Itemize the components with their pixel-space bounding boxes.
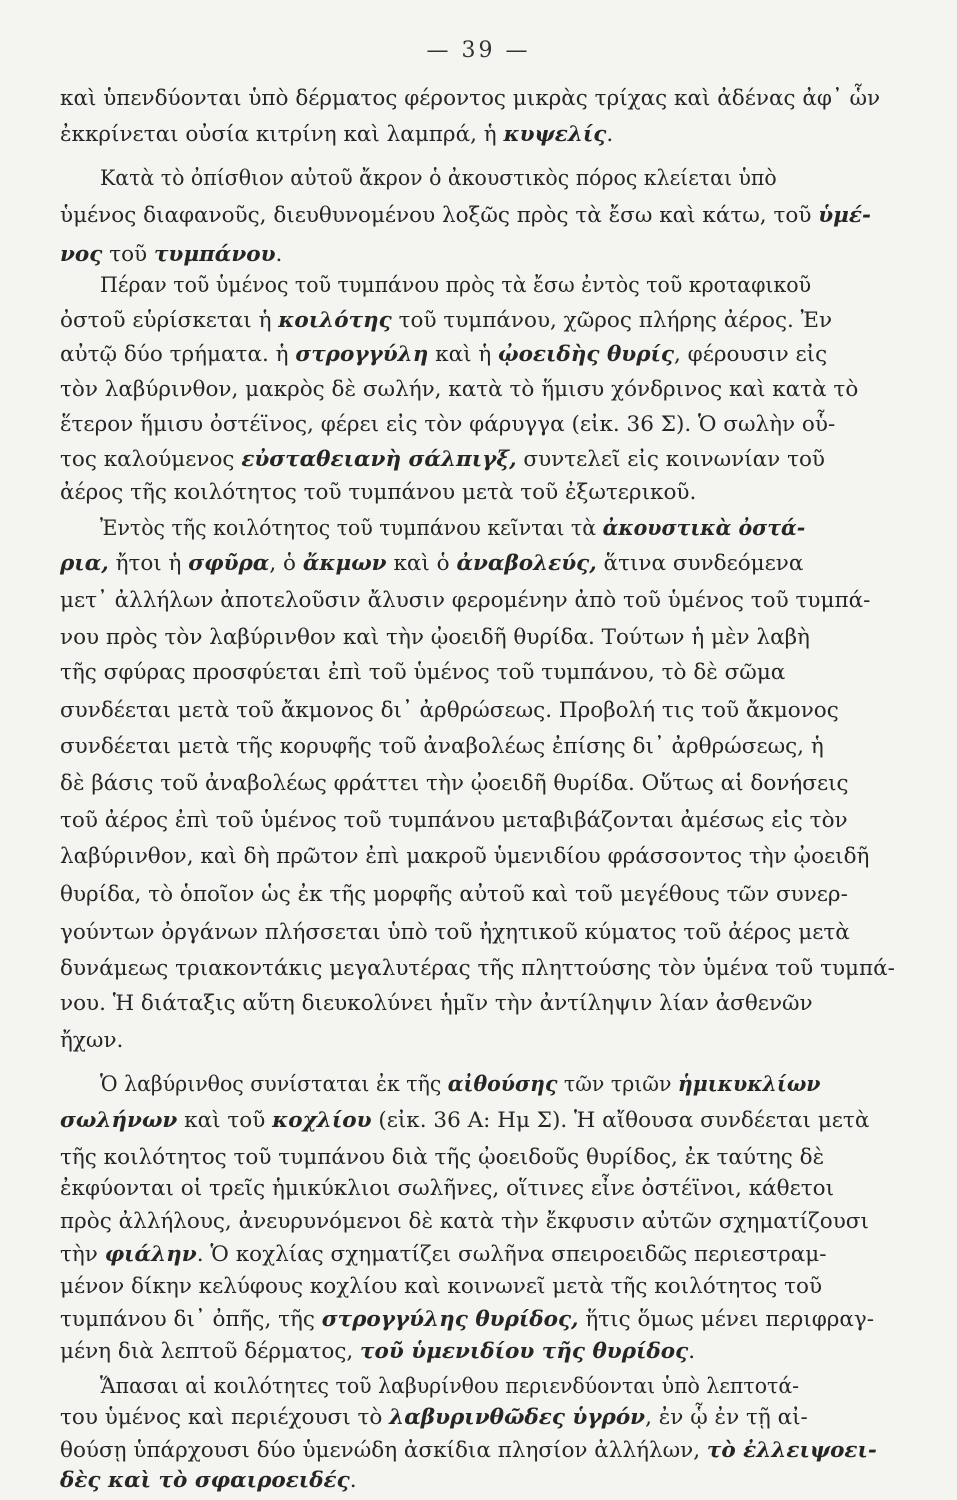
emphasized-term: ἄκμων <box>302 551 387 576</box>
text-run: Ὁ λαβύρινθος συνίσταται ἐκ τῆς <box>100 1072 448 1097</box>
emphasized-term: κοχλίου <box>272 1108 372 1133</box>
emphasized-term: ὑμέ- <box>818 203 871 228</box>
text-run: . Ὁ κοχλίας σχηματίζει σωλῆνα σπειροειδῶς περιεστραμ- <box>196 1241 827 1267</box>
emphasized-term: ρια, <box>60 551 109 576</box>
emphasized-term: κοιλότης <box>278 308 392 333</box>
text-run: θούσῃ ὑπάρχουσι δύο ὑμενώδη ἀσκίδια πλησίον ἀλλήλων, <box>60 1437 707 1463</box>
text-run: . <box>688 1339 696 1364</box>
text-line <box>60 344 900 366</box>
text-line <box>60 1276 900 1298</box>
text-run: τοῦ ἀέρος ἐπὶ τοῦ ὑμένος τοῦ τυμπάνου μεταβιβάζονται ἀμέσως εἰς τὸν <box>60 808 848 833</box>
text-line <box>60 846 900 868</box>
text-run: ἕτερον ἥμισυ ὀστέϊνος, φέρει εἰς τὸν φάρυγγα (εἰκ. 36 Σ). Ὁ σωλὴν οὗ- <box>60 412 836 437</box>
text-line <box>60 922 900 944</box>
emphasized-term: αἰθούσης <box>447 1072 558 1097</box>
emphasized-term: τυμπάνου <box>153 242 276 267</box>
text-line <box>60 590 900 612</box>
text-run: μένη διὰ λεπτοῦ δέρματος, <box>60 1339 361 1364</box>
text-run: ἅτινα συνδεόμενα <box>596 551 804 576</box>
text-run: τυμπάνου δι᾽ ὀπῆς, τῆς <box>60 1306 322 1332</box>
emphasized-term: στρογγύλη <box>295 342 429 367</box>
text-run: (εἰκ. 36 Α: Ημ Σ). Ἡ αἴθουσα συνδέεται μετὰ <box>371 1108 870 1133</box>
text-run: ἥτις ὅμως μένει περιφραγ- <box>578 1306 875 1332</box>
emphasized-term: φιάλην <box>104 1241 197 1267</box>
text-run: καὶ τοῦ <box>177 1108 273 1133</box>
text-line <box>60 1341 900 1363</box>
text-line <box>100 168 900 190</box>
text-line <box>60 627 900 649</box>
text-line <box>60 1030 900 1052</box>
text-line <box>100 275 900 297</box>
text-line <box>60 1470 900 1492</box>
text-line <box>60 1147 900 1169</box>
text-line <box>60 482 900 504</box>
text-line <box>60 553 900 575</box>
text-run: ἤτοι ἡ <box>108 551 189 576</box>
text-run: ἀέρος τῆς κοιλότητος τοῦ τυμπάνου μετὰ τοῦ ἐξωτερικοῦ. <box>60 480 697 505</box>
text-run: μετ᾽ ἀλλήλων ἀποτελοῦσιν ἄλυσιν φερομένην ἀπὸ τοῦ ὑμένος τοῦ τυμπά- <box>60 588 871 613</box>
text-line <box>60 1211 900 1233</box>
text-line <box>60 1437 900 1463</box>
emphasized-term: στρογγύλης θυρίδος, <box>321 1306 579 1332</box>
text-run: μένον δίκην κελύφους κοχλίου καὶ κοινωνεῖ μετὰ τῆς κοιλότητος τοῦ <box>60 1274 823 1299</box>
emphasized-term: ἀναβολεύς, <box>456 551 597 576</box>
text-line <box>100 1074 900 1096</box>
text-run: τῆς κοιλότητος τοῦ τυμπάνου διὰ τῆς ᾠοειδοῦς θυρίδος, ἐκ ταύτης δὲ <box>60 1145 825 1170</box>
text-line <box>60 700 900 722</box>
text-line <box>100 518 900 540</box>
text-run: τοῦ τυμπάνου, χῶρος πλήρης ἀέρος. Ἐν <box>391 308 833 333</box>
text-run: τοῦ <box>102 242 154 267</box>
text-line <box>60 1407 900 1429</box>
text-run: τὸν λαβύρινθον, μακρὸς δὲ σωλήν, κατὰ τὸ ἥμισυ χόνδρινος καὶ κατὰ τὸ <box>60 377 859 402</box>
text-line <box>60 993 900 1015</box>
text-run: ἤχων. <box>60 1028 124 1053</box>
text-line <box>60 379 900 401</box>
text-run: καὶ ἡ <box>428 342 499 367</box>
text-run: Κατὰ τὸ ὀπίσθιον αὐτοῦ ἄκρον ὁ ἀκουστικὸς πόρος κλείεται ὑπὸ <box>100 166 777 191</box>
text-line <box>60 1241 900 1267</box>
text-run: του ὑμένος καὶ περιέχουσι τὸ <box>60 1405 390 1430</box>
emphasized-term: κυψελίς <box>503 122 607 147</box>
text-run: πρὸς ἀλλήλους, ἀνευρυνόμενοι δὲ κατὰ τὴν ἔκφυσιν αὐτῶν σχηματίζουσι <box>60 1209 869 1234</box>
text-line <box>60 884 900 906</box>
text-line <box>60 736 900 758</box>
text-run: τῆς σφύρας προσφύεται ἐπὶ τοῦ ὑμένος τοῦ τυμπάνου, τὸ δὲ σῶμα <box>60 660 786 685</box>
text-run: Ἅπασαι αἱ κοιλότητες τοῦ λαβυρίνθου περιενδύονται ὑπὸ λεπτοτά- <box>100 1373 800 1399</box>
text-line <box>60 244 900 266</box>
text-run: . <box>606 122 614 147</box>
emphasized-term: εὐσταθειανὴ σάλπιγξ, <box>241 447 517 472</box>
text-run: τὴν <box>60 1241 105 1267</box>
text-line <box>60 449 900 471</box>
emphasized-term: δὲς καὶ τὸ σφαιροειδές <box>60 1468 350 1493</box>
emphasized-term: σφῦρα <box>188 551 270 576</box>
text-run: αὐτῷ δύο τρήματα. ἡ <box>60 342 296 367</box>
text-line <box>60 124 900 146</box>
emphasized-term: σωλήνων <box>60 1108 178 1133</box>
text-line <box>60 662 900 684</box>
emphasized-term: ἀκουστικὰ ὀστά- <box>602 516 806 541</box>
text-line <box>60 810 900 832</box>
text-run: δυνάμεως τριακοντάκις μεγαλυτέρας τῆς πληττούσης τὸν ὑμένα τοῦ τυμπά- <box>60 956 895 981</box>
text-run: νου. Ἡ διάταξις αὕτη διευκολύνει ἡμῖν τὴν ἀντίληψιν λίαν ἀσθενῶν <box>60 991 813 1016</box>
text-run: καὶ ὑπενδύονται ὑπὸ δέρματος φέροντος μικρὰς τρίχας καὶ ἀδένας ἀφ᾽ ὧν <box>60 86 881 111</box>
text-run: γούντων ὀργάνων πλήσσεται ὑπὸ τοῦ ἠχητικοῦ κύματος τοῦ ἀέρος μετὰ <box>60 920 850 945</box>
emphasized-term: τοῦ ὑμενιδίου τῆς θυρίδος <box>360 1339 689 1364</box>
text-run: θυρίδα, τὸ ὁποῖον ὡς ἐκ τῆς μορφῆς αὐτοῦ καὶ τοῦ μεγέθους τῶν συνερ- <box>60 882 848 907</box>
text-line <box>100 1373 900 1399</box>
text-run: τος καλούμενος <box>60 447 242 472</box>
text-run: συντελεῖ εἰς κοινωνίαν τοῦ <box>516 447 825 472</box>
text-run: νου πρὸς τὸν λαβύρινθον καὶ τὴν ᾠοειδῆ θυρίδα. Τούτων ἡ μὲν λαβὴ <box>60 625 810 650</box>
emphasized-term: νος <box>60 242 103 267</box>
text-run: , ἐν ᾧ ἐν τῇ αἰ- <box>645 1405 808 1430</box>
text-run: ὑμένος διαφανοῦς, διευθυνομένου λοξῶς πρὸς τὰ ἔσω καὶ κάτω, τοῦ <box>60 203 819 228</box>
text-line <box>60 773 900 795</box>
text-line <box>60 88 900 110</box>
text-run: συνδέεται μετὰ τῆς κορυφῆς τοῦ ἀναβολέως ἐπίσης δι᾽ ἀρθρώσεως, ἡ <box>60 734 824 759</box>
text-run: δὲ βάσις τοῦ ἀναβολέως φράττει τὴν ᾠοειδῆ θυρίδα. Οὕτως αἱ δονήσεις <box>60 771 849 796</box>
text-run: λαβύρινθον, καὶ δὴ πρῶτον ἐπὶ μακροῦ ὑμενιδίου φράσσοντος τὴν ᾠοειδῆ <box>60 844 870 869</box>
text-line <box>60 958 900 980</box>
emphasized-term: λαβυρινθῶδες ὑγρόν <box>389 1405 646 1430</box>
text-line <box>60 1306 900 1332</box>
text-run: καὶ ὁ <box>386 551 457 576</box>
text-run: τῶν τριῶν <box>557 1072 678 1097</box>
text-run: , ὁ <box>269 551 303 576</box>
text-line <box>60 1175 900 1201</box>
emphasized-term: ἡμικυκλίων <box>677 1072 821 1097</box>
emphasized-term: ᾠοειδὴς θυρίς <box>498 342 674 367</box>
text-line <box>60 414 900 436</box>
text-run: , φέρουσιν εἰς <box>674 342 828 367</box>
text-run: ἐκκρίνεται οὐσία κιτρίνη καὶ λαμπρά, ἡ <box>60 122 504 147</box>
text-run: . <box>349 1468 357 1493</box>
text-run: Πέραν τοῦ ὑμένος τοῦ τυμπάνου πρὸς τὰ ἔσω ἐντὸς τοῦ κροταφικοῦ <box>100 273 812 298</box>
text-run: ἐκφύονται οἱ τρεῖς ἡμικύκλιοι σωλῆνες, οἵτινες εἶνε ὀστέϊνοι, κάθετοι <box>60 1175 834 1201</box>
page-number: — 39 — <box>426 38 531 63</box>
text-run: ὀστοῦ εὑρίσκεται ἡ <box>60 308 279 333</box>
text-line <box>60 310 900 332</box>
text-run: . <box>275 242 283 267</box>
text-run: συνδέεται μετὰ τοῦ ἄκμονος δι᾽ ἀρθρώσεως. Προβολή τις τοῦ ἄκμονος <box>60 698 839 723</box>
emphasized-term: τὸ ἐλλειψοει- <box>706 1437 877 1463</box>
text-line <box>60 205 900 227</box>
text-line <box>60 1110 900 1132</box>
text-run: Ἐντὸς τῆς κοιλότητος τοῦ τυμπάνου κεῖνται τὰ <box>100 516 603 541</box>
